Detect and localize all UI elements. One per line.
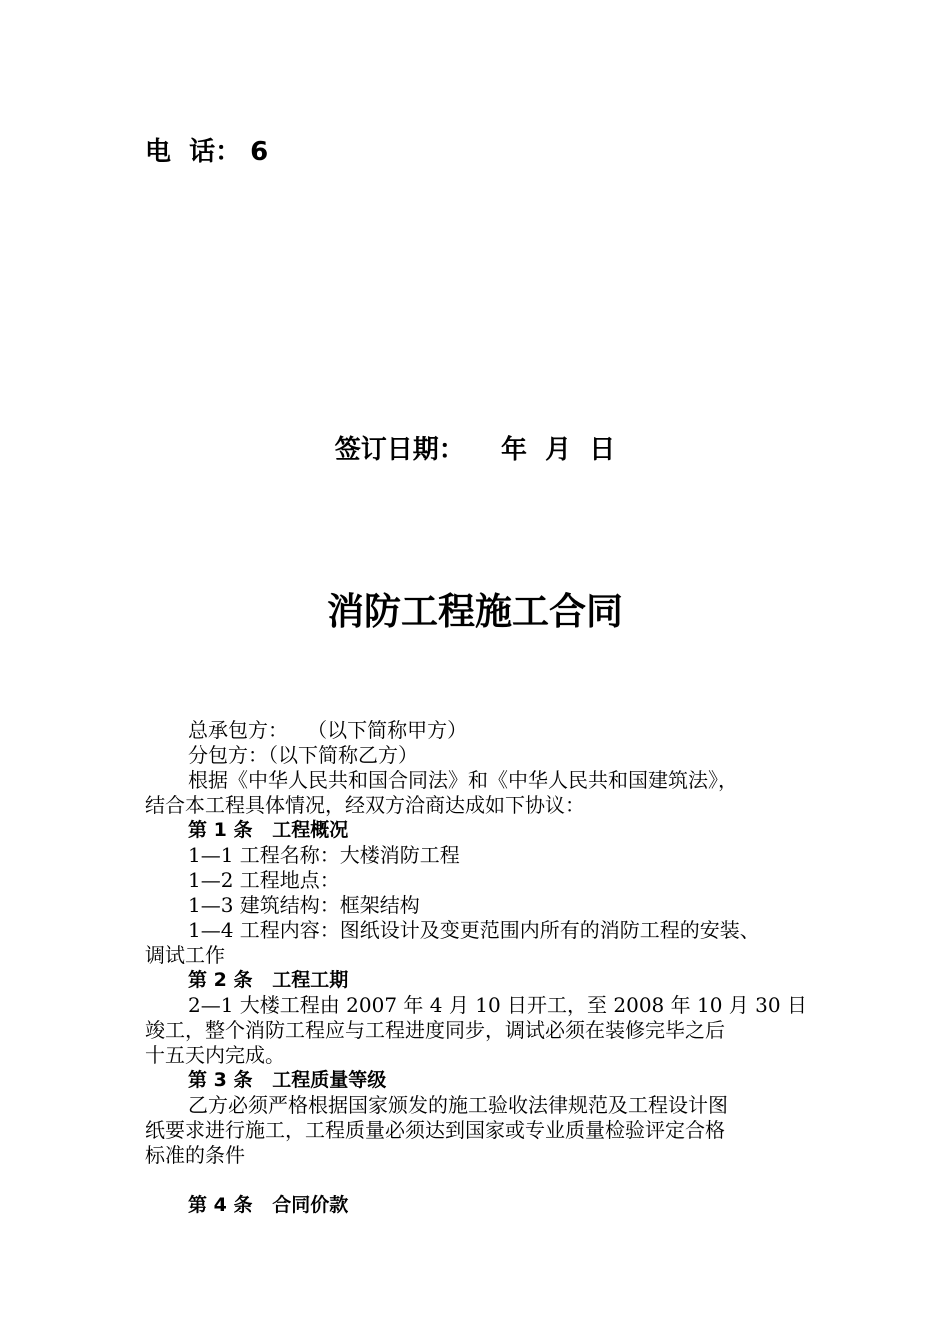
- subcontractor-party: 分包方：（以下简称乙方）: [188, 743, 418, 767]
- article-1-heading: 第 1 条 工程概况: [188, 819, 349, 841]
- article-2-line-3: 十五天内完成。: [145, 1043, 285, 1067]
- article-1-item-3: 1—3 建筑结构：框架结构: [188, 893, 420, 917]
- article-2-line-2: 竣工，整个消防工程应与工程进度同步，调试必须在装修完毕之后: [145, 1018, 725, 1042]
- article-1-item-1: 1—1 工程名称：大楼消防工程: [188, 843, 460, 867]
- article-1-item-4-line-2: 调试工作: [145, 943, 225, 967]
- contractor-party: 总承包方： （以下简称甲方）: [188, 718, 468, 742]
- contract-body: [145, 718, 825, 1218]
- article-1-item-4-line-1: 1—4 工程内容：图纸设计及变更范围内所有的消防工程的安装、: [188, 918, 760, 942]
- article-2-line-1: 2—1 大楼工程由 2007 年 4 月 10 日开工，至 2008 年 10 月 30 日: [188, 993, 807, 1017]
- article-4-heading: 第 4 条 合同价款: [188, 1194, 349, 1216]
- article-2-heading: 第 2 条 工程工期: [188, 969, 349, 991]
- article-3-heading: 第 3 条 工程质量等级: [188, 1069, 387, 1091]
- preamble-line-1: 根据《中华人民共和国合同法》和《中华人民共和国建筑法》，: [188, 768, 738, 792]
- sign-date-line: 签订日期： 年 月 日: [334, 435, 616, 465]
- contract-title: 消防工程施工合同: [327, 590, 623, 633]
- article-3-line-2: 纸要求进行施工，工程质量必须达到国家或专业质量检验评定合格: [145, 1118, 725, 1142]
- article-1-item-2: 1—2 工程地点：: [188, 868, 340, 892]
- spacer: [145, 1168, 825, 1193]
- article-3-line-3: 标准的条件: [145, 1143, 245, 1167]
- preamble-line-2: 结合本工程具体情况，经双方洽商达成如下协议：: [145, 793, 585, 817]
- phone-line: 电 话： 6: [145, 137, 269, 167]
- article-3-line-1: 乙方必须严格根据国家颁发的施工验收法律规范及工程设计图: [188, 1093, 728, 1117]
